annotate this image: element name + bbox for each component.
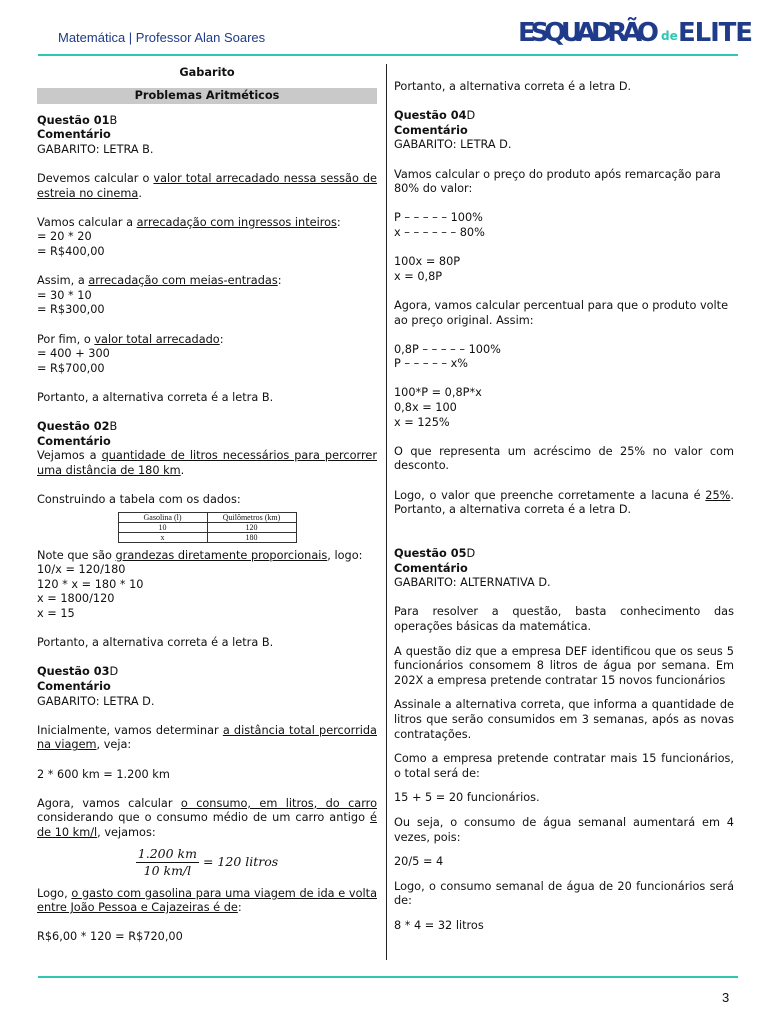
svg-text:de: de: [661, 29, 678, 43]
calc-line: 0,8x = 100: [394, 401, 457, 415]
calc-line: R$6,00 * 120 = R$720,00: [37, 930, 183, 944]
table-cell: 10: [118, 522, 207, 532]
question-05-paragraph-2: A questão diz que a empresa DEF identificou que os seus 5 funcionários consomem 8 litros de água por semana. Em 202X a empresa pretende contratar 15 novos funcionários: [394, 644, 734, 687]
svg-text:ESQUADRÃO: ESQUADRÃO: [518, 18, 658, 48]
calc-line: = R$300,00: [37, 303, 105, 317]
calc-line: 20/5 = 4: [394, 855, 444, 869]
question-04-paragraph-1: Vamos calcular o preço do produto após remarcação para 80% do valor:: [394, 167, 721, 196]
question-02-comment-heading: Comentário: [37, 434, 111, 448]
calc-line: 0,8P – – – – – 100%: [394, 342, 501, 356]
proportion-table: [118, 512, 297, 543]
question-05-paragraph-3: Assinale a alternativa correta, que informa a quantidade de litros que serão consumidos em 3 semanas, após as novas contratações.: [394, 698, 734, 741]
calc-line: 8 * 4 = 32 litros: [394, 918, 484, 932]
question-04-paragraph-3: O que representa um acréscimo de 25% no valor com desconto.: [394, 444, 734, 473]
question-01-answer: GABARITO: LETRA B.: [37, 142, 154, 156]
table-cell: 120: [207, 522, 296, 532]
calc-line: 120 * x = 180 * 10: [37, 577, 144, 591]
question-03-paragraph-3: Logo, o gasto com gasolina para uma viagem de ida e volta entre João Pessoa e Cajazeiras é de:: [37, 886, 378, 915]
formula-denominator: 10 km/l: [143, 863, 192, 879]
column-divider: [386, 64, 387, 960]
fuel-formula: [37, 847, 377, 879]
table-header-cell: Quilômetros (km): [207, 512, 296, 522]
question-03-paragraph-1: Inicialmente, vamos determinar a distância total percorrida na viagem, veja:: [37, 723, 377, 752]
question-01-conclusion: Portanto, a alternativa correta é a letra B.: [37, 390, 274, 404]
question-04-paragraph-2: Agora, vamos calcular percentual para que o produto volte ao preço original. Assim:: [394, 298, 729, 327]
calc-line: x = 125%: [394, 415, 450, 429]
right-column: [394, 80, 734, 933]
section-title: Problemas Aritméticos: [37, 88, 377, 104]
question-01-paragraph-4: Por fim, o valor total arrecadado:: [37, 332, 224, 346]
question-02-paragraph-1: Vejamos a quantidade de litros necessários para percorrer uma distância de 180 km.: [37, 449, 377, 477]
question-03-comment-heading: Comentário: [37, 679, 111, 693]
table-row: [118, 522, 296, 532]
calc-line: 100x = 80P: [394, 255, 461, 269]
question-01-paragraph-1: Devemos calcular o valor total arrecadado nessa sessão de estreia no cinema.: [37, 171, 378, 200]
calc-line: = 400 + 300: [37, 347, 110, 361]
question-03-answer: GABARITO: LETRA D.: [37, 694, 155, 708]
header-rule: [38, 54, 738, 56]
calc-line: = 30 * 10: [37, 288, 92, 302]
question-03-label: Questão 03D: [37, 665, 119, 679]
question-01-comment-heading: Comentário: [37, 128, 111, 142]
header-title: Matemática | Professor Alan Soares: [58, 30, 266, 45]
question-03-conclusion: Portanto, a alternativa correta é a letra D.: [394, 80, 632, 93]
question-03-paragraph-2: Agora, vamos calcular o consumo, em litros, do carro considerando que o consumo médio de um carro antigo é de 10 km/l, vejamos:: [37, 796, 377, 839]
question-05-paragraph-4: Como a empresa pretende contratar mais 15 funcionários, o total será de:: [394, 752, 734, 780]
calc-line: x – – – – – – 80%: [394, 225, 485, 239]
calc-line: = R$400,00: [37, 244, 105, 258]
left-column: [37, 66, 377, 945]
formula-fraction: [136, 847, 199, 879]
table-cell: x: [118, 532, 207, 542]
question-05-comment-heading: Comentário: [394, 561, 468, 575]
question-02-paragraph-2: Construindo a tabela com os dados:: [37, 493, 241, 507]
calc-line: x = 0,8P: [394, 269, 443, 283]
calc-line: P – – – – – x%: [394, 357, 469, 371]
table-row: [118, 532, 296, 542]
table-cell: 180: [207, 532, 296, 542]
page-number: 3: [722, 990, 730, 1005]
formula-numerator: 1.200 km: [136, 847, 199, 864]
table-header-row: [118, 512, 296, 522]
question-05-paragraph-1: Para resolver a questão, basta conhecimento das operações básicas da matemática.: [394, 605, 734, 633]
question-02-paragraph-3: Note que são grandezas diretamente proporcionais, logo:: [37, 548, 363, 562]
question-01-paragraph-2: Vamos calcular a arrecadação com ingressos inteiros:: [37, 215, 341, 229]
calc-line: x = 1800/120: [37, 592, 115, 606]
calc-line: = R$700,00: [37, 361, 105, 375]
calc-line: 2 * 600 km = 1.200 km: [37, 767, 170, 781]
question-01-label: Questão 01B: [37, 113, 118, 127]
question-04-paragraph-4: Logo, o valor que preenche corretamente a lacuna é 25%. Portanto, a alternativa correta é a letra D.: [394, 488, 734, 517]
calc-line: 10/x = 120/180: [37, 563, 126, 577]
question-02-label: Questão 02B: [37, 420, 118, 434]
question-05-answer: GABARITO: ALTERNATIVA D.: [394, 576, 551, 590]
footer-rule: [38, 976, 738, 978]
question-05-paragraph-6: Logo, o consumo semanal de água de 20 funcionários será de:: [394, 879, 734, 908]
answer-key-title: Gabarito: [179, 66, 235, 79]
formula-result: = 120 litros: [202, 854, 279, 870]
calc-line: = 20 * 20: [37, 230, 92, 244]
svg-text:ELITE: ELITE: [678, 18, 752, 48]
calc-line: x = 15: [37, 607, 75, 620]
calc-line: P – – – – – 100%: [394, 211, 483, 225]
calc-line: 15 + 5 = 20 funcionários.: [394, 791, 540, 805]
brand-logo: [518, 14, 754, 52]
table-header-cell: Gasolina (l): [118, 512, 207, 522]
calc-line: 100*P = 0,8P*x: [394, 386, 482, 400]
question-04-label: Questão 04D: [394, 109, 476, 123]
question-05-label: Questão 05D: [394, 547, 476, 560]
question-04-comment-heading: Comentário: [394, 123, 468, 137]
question-04-answer: GABARITO: LETRA D.: [394, 138, 512, 152]
question-02-conclusion: Portanto, a alternativa correta é a letra B.: [37, 636, 274, 650]
question-05-paragraph-5: Ou seja, o consumo de água semanal aumentará em 4 vezes, pois:: [394, 815, 734, 844]
question-01-paragraph-3: Assim, a arrecadação com meias-entradas:: [37, 274, 282, 288]
